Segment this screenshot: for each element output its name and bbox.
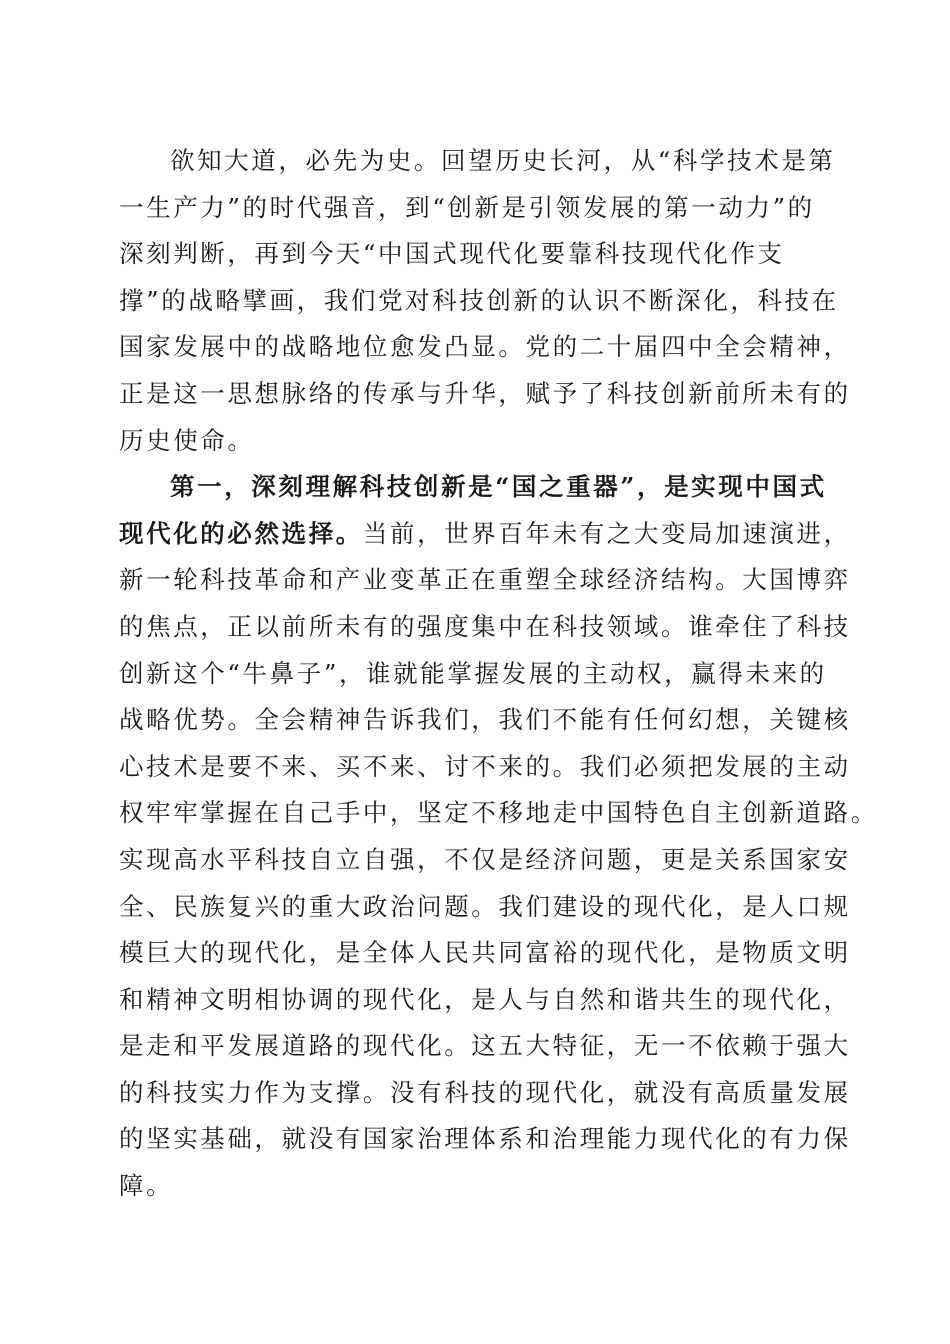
text-line: 撑”的战略擘画，我们党对科技创新的认识不断深化，科技在 [119,285,839,315]
text-line: 历史使命。 [119,425,255,455]
bold-lead-line: 第一，深刻理解科技创新是“国之重器”，是实现中国式 [170,472,827,502]
text-line: 权牢牢掌握在自己手中，坚定不移地走中国特色自主创新道路。 [119,798,878,828]
text-line: 心技术是要不来、买不来、讨不来的。我们必须把发展的主动 [119,751,851,781]
text-line: 的科技实力作为支撑。没有科技的现代化，就没有高质量发展 [119,1077,851,1107]
text-line: 实现高水平科技自立自强，不仅是经济问题，更是关系国家安 [119,844,851,874]
text-line: 正是这一思想脉络的传承与升华，赋予了科技创新前所未有的 [119,378,851,408]
text-line: 是走和平发展道路的现代化。这五大特征，无一不依赖于强大 [119,1031,851,1061]
text-line: 创新这个“牛鼻子”，谁就能掌握发展的主动权，赢得未来的 [119,658,827,688]
paragraph-first-point [119,464,878,1210]
text-line: 和精神文明相协调的现代化，是人与自然和谐共生的现代化， [119,984,851,1014]
text-line: 国家发展中的战略地位愈发凸显。党的二十届四中全会精神， [119,332,851,362]
text-line: 的焦点，正以前所未有的强度集中在科技领域。谁牵住了科技 [119,611,851,641]
text-line: 的坚实基础，就没有国家治理体系和治理能力现代化的有力保 [119,1124,851,1154]
text-segment: 当前，世界百年未有之大变局加速演进， [362,518,851,548]
text-line [119,511,851,558]
text-line: 障。 [119,1171,174,1201]
document-body [119,138,878,1210]
text-line: 深刻判断，再到今天“中国式现代化要靠科技现代化作支 [119,239,785,269]
bold-lead-line: 现代化的必然选择。 [119,518,363,548]
text-line: 新一轮科技革命和产业变革正在重塑全球经济结构。大国博弈 [119,565,851,595]
text-line: 全、民族复兴的重大政治问题。我们建设的现代化，是人口规 [119,891,851,921]
text-line: 欲知大道，必先为史。回望历史长河，从“科学技术是第 [170,146,836,175]
text-line: 一生产力”的时代强音，到“创新是引领发展的第一动力”的 [119,192,815,222]
text-line: 模巨大的现代化，是全体人民共同富裕的现代化，是物质文明 [119,938,851,968]
paragraph-intro [119,138,851,464]
text-line: 战略优势。全会精神告诉我们，我们不能有任何幻想，关键核 [119,705,851,735]
